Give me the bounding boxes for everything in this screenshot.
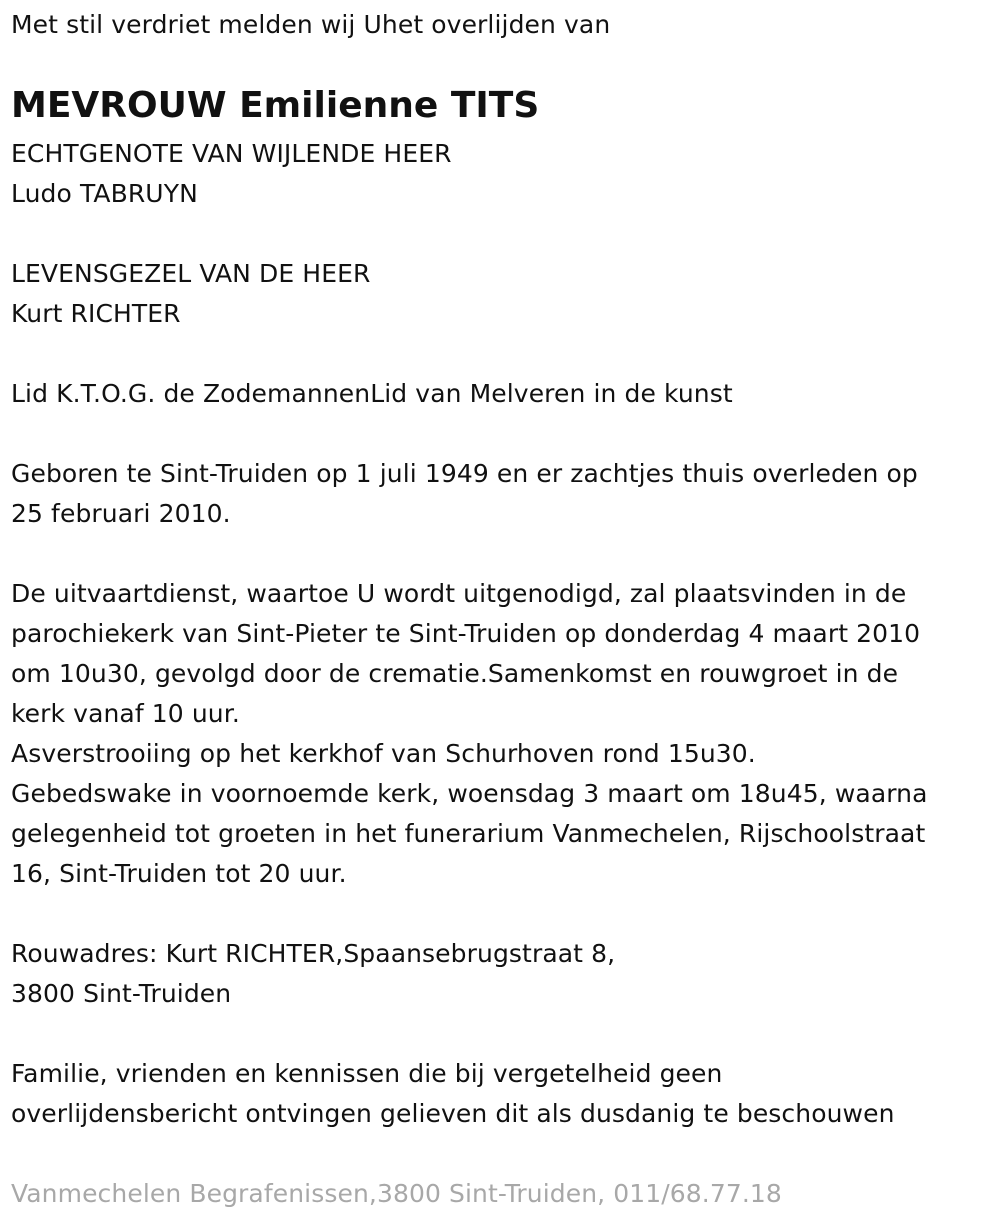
closing-line: Familie, vrienden en kennissen die bij vergetelheid geen <box>11 1059 723 1088</box>
ceremony-line: om 10u30, gevolgd door de crematie.Samenkomst en rouwgroet in de <box>11 659 899 688</box>
ceremony-block <box>11 574 928 894</box>
ceremony-line: De uitvaartdienst, waartoe U wordt uitgenodigd, zal plaatsvinden in de <box>11 579 907 608</box>
spouse-relation: ECHTGENOTE VAN WIJLENDE HEER <box>11 139 452 168</box>
partner-relation: LEVENSGEZEL VAN DE HEER <box>11 259 371 288</box>
spouse-name: Ludo TABRUYN <box>11 179 198 208</box>
ceremony-line: 16, Sint-Truiden tot 20 uur. <box>11 859 347 888</box>
address-line: 3800 Sint-Truiden <box>11 979 232 1008</box>
closing-line: overlijdensbericht ontvingen gelieven dit als dusdanig te beschouwen <box>11 1099 895 1128</box>
address-line: Rouwadres: Kurt RICHTER,Spaansebrugstraat 8, <box>11 939 616 968</box>
deceased-name: MEVROUW Emilienne TITS <box>11 85 540 126</box>
funeral-home-footer: Vanmechelen Begrafenissen,3800 Sint-Truiden, 011/68.77.18 <box>11 1179 782 1208</box>
ceremony-line: kerk vanaf 10 uur. <box>11 699 240 728</box>
closing-block <box>11 1054 895 1134</box>
ceremony-line: gelegenheid tot groeten in het funerarium Vanmechelen, Rijschoolstraat <box>11 819 926 848</box>
memberships-block <box>11 374 733 414</box>
ceremony-line: Asverstrooiing op het kerkhof van Schurhoven rond 15u30. <box>11 739 756 768</box>
intro-text: Met stil verdriet melden wij Uhet overlijden van <box>11 10 611 39</box>
partner-block <box>11 254 370 334</box>
spouse-block <box>11 134 452 214</box>
birth-death-line: 25 februari 2010. <box>11 499 231 528</box>
memberships-text: Lid K.T.O.G. de ZodemannenLid van Melveren in de kunst <box>11 379 733 408</box>
birth-death-line: Geboren te Sint-Truiden op 1 juli 1949 en er zachtjes thuis overleden op <box>11 459 918 488</box>
ceremony-line: Gebedswake in voornoemde kerk, woensdag 3 maart om 18u45, waarna <box>11 779 928 808</box>
birth-death-block <box>11 454 918 534</box>
partner-name: Kurt RICHTER <box>11 299 181 328</box>
ceremony-line: parochiekerk van Sint-Pieter te Sint-Truiden op donderdag 4 maart 2010 <box>11 619 921 648</box>
address-block <box>11 934 615 1014</box>
